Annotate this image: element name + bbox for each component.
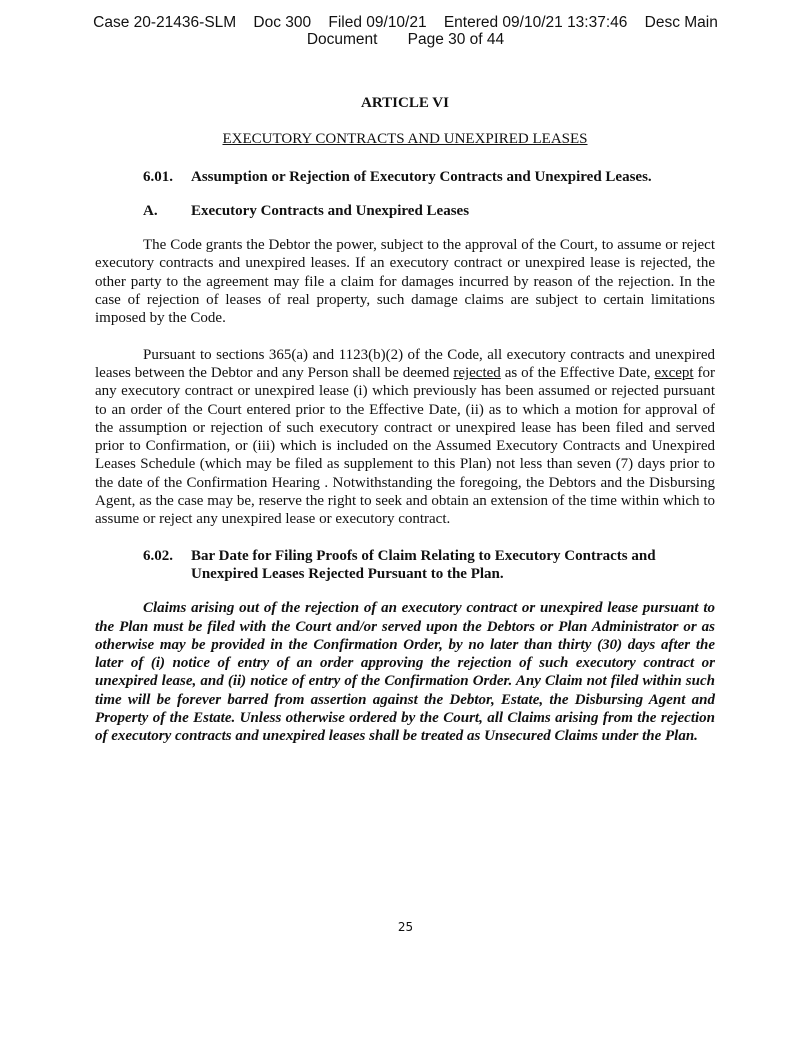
section-number: 6.02. bbox=[143, 547, 173, 564]
section-title: Assumption or Rejection of Executory Contracts and Unexpired Leases. bbox=[191, 168, 652, 185]
docket-header-line-1: Case 20-21436-SLM Doc 300 Filed 09/10/21 Entered 09/10/21 13:37:46 Desc Main bbox=[93, 14, 718, 31]
paragraph-code-powers: The Code grants the Debtor the power, subject to the approval of the Court, to assume or reject executory contracts and unexpired leases. If an executory contract or unexpired lease is rejected, the other party to the agreement may file a claim for damages incurred by reason of the rejection. In the case of rejection of leases of real property, such damage claims are subject to certain limitations imposed by the Code. bbox=[95, 237, 715, 327]
section-title: Bar Date for Filing Proofs of Claim Relating to Executory Contracts and Unexpired Leases Rejected Pursuant to the Plan. bbox=[191, 547, 656, 582]
document-body bbox=[95, 94, 715, 764]
paragraph-deemed-rejected bbox=[95, 346, 715, 529]
underlined-term-except: except bbox=[654, 364, 694, 381]
subsection-a-heading bbox=[95, 202, 715, 220]
page-number: 25 bbox=[397, 920, 414, 934]
docket-header bbox=[0, 14, 811, 48]
subsection-number: A. bbox=[143, 202, 158, 219]
section-number: 6.01. bbox=[143, 168, 173, 185]
section-6-01-heading bbox=[95, 168, 715, 186]
article-subtitle: EXECUTORY CONTRACTS AND UNEXPIRED LEASES bbox=[222, 131, 588, 148]
underlined-term-rejected: rejected bbox=[453, 364, 501, 381]
paragraph-bar-date-claims: Claims arising out of the rejection of an executory contract or unexpired lease pursuant to the Plan must be filed with the Court and/or served upon the Debtors or Plan Administrator or as otherwise may be provided in the Confirmation Order, by no later than thirty (30) days after the later of (i) notice of entry of an order approving the rejection of such executory contract or unexpired lease, and (ii) notice of entry of the Confirmation Order. Any Claim not filed within such time will be forever barred from assertion against the Debtor, Estate, the Disbursing Agent and Property of the Estate. Unless otherwise ordered by the Court, all Claims arising from the rejection of executory contracts and unexpired leases shall be treated as Unsecured Claims under the Plan. bbox=[95, 600, 715, 745]
paragraph-text: for any executory contract or unexpired lease (i) which previously has been assumed or rejected pursuant to an order of the Court entered prior to the Effective Date, (ii) as to which a motion for approval of the assumption or rejection of such executory contract or unexpired lease has been filed and served prior to Confirmation, or (iii) which is included on the Assumed Executory Contracts and Unexpired Leases Schedule (which may be filed as supplement to this Plan) not less than seven (7) days prior to the date of the Confirmation Hearing . Notwithstanding the foregoing, the Debtors and the Disbursing Agent, as the case may be, reserve the right to seek and obtain an extension of the time within which to assume or reject any unexpired lease or executory contract. bbox=[95, 364, 715, 528]
article-title: ARTICLE VI bbox=[361, 95, 449, 111]
docket-header-line-2: Document Page 30 of 44 bbox=[306, 31, 505, 48]
paragraph-text: Pursuant to sections 365(a) and 1123(b)(2) of the Code, all executory contracts and unexpired leases between the Debtor and any Person shall be deemed bbox=[95, 346, 715, 381]
subsection-title: Executory Contracts and Unexpired Leases bbox=[191, 202, 470, 219]
paragraph-text: as of the Effective Date, bbox=[500, 364, 655, 381]
section-6-02-heading bbox=[95, 547, 715, 584]
